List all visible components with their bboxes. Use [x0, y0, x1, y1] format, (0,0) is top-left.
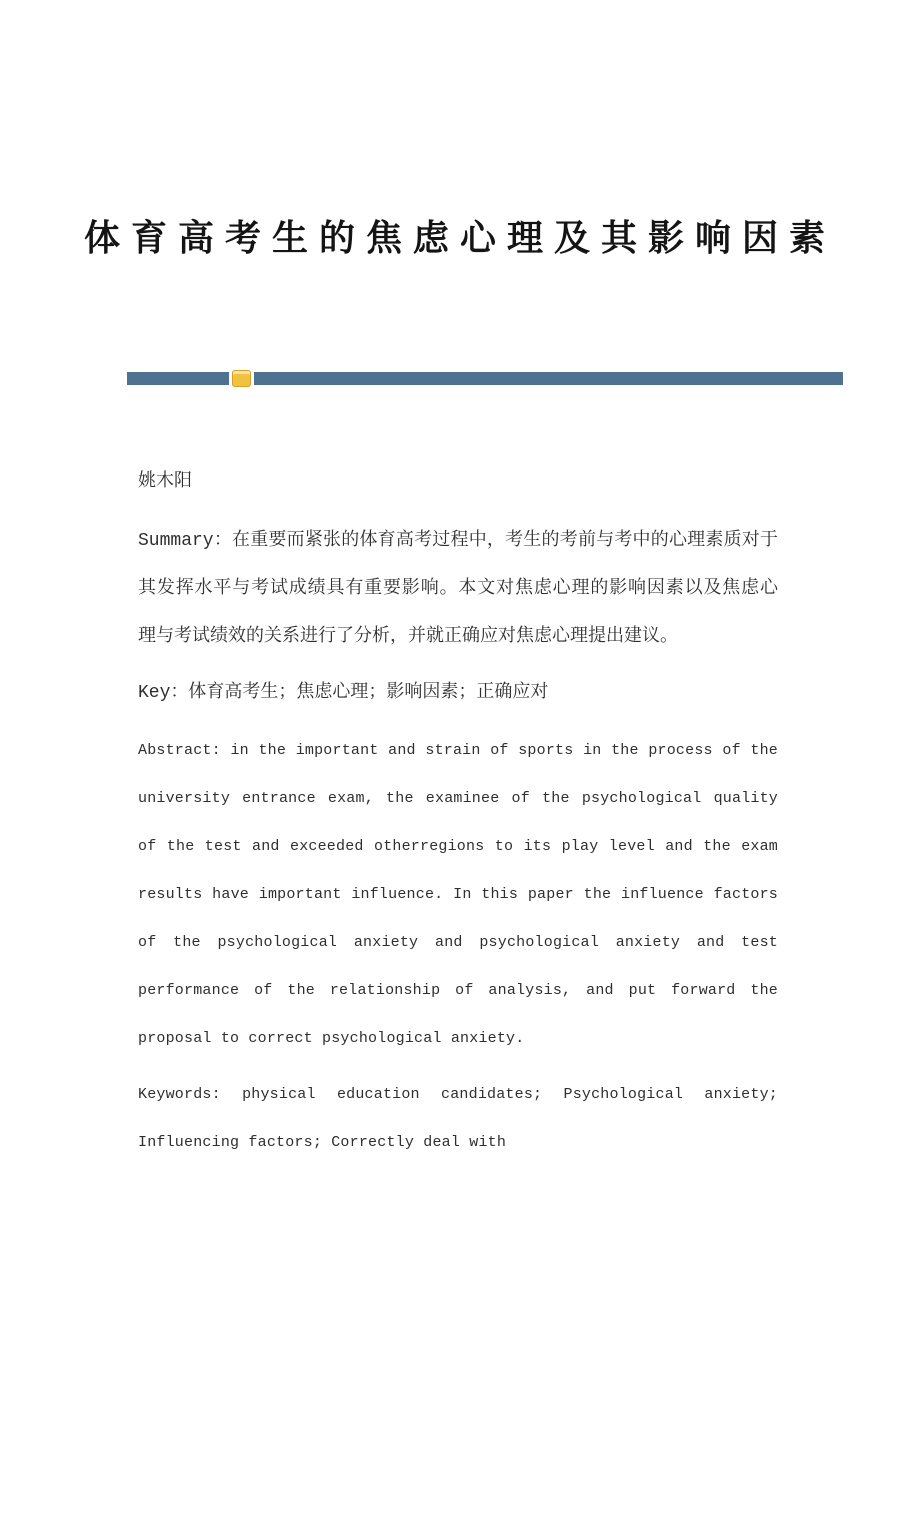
summary-line: 理与考试绩效的关系进行了分析，并就正确应对焦虑心理提出建议。 [138, 627, 678, 647]
divider-bar [127, 372, 843, 385]
summary-line: 其发挥水平与考试成绩具有重要影响。本文对焦虑心理的影响因素以及焦虑心 [138, 579, 778, 599]
abstract-line: Abstract: in the important and strain of sports in the process of the [138, 742, 778, 759]
keywords-paragraph [138, 1071, 778, 1167]
key-line: Key：体育高考生；焦虑心理；影响因素；正确应对 [138, 683, 549, 703]
keywords-line: Influencing factors; Correctly deal with [138, 1134, 507, 1151]
document-body [0, 458, 920, 1167]
document-page [0, 212, 920, 1514]
abstract-line: results have important influence. In this paper the influence factors [138, 886, 778, 903]
abstract-paragraph [138, 727, 778, 1063]
note-icon [232, 370, 251, 387]
abstract-line: performance of the relationship of analysis, and put forward the [138, 982, 778, 999]
summary-line: Summary：在重要而紧张的体育高考过程中，考生的考前与考中的心理素质对于 [138, 531, 778, 551]
abstract-line: of the test and exceeded otherregions to its play level and the exam [138, 838, 778, 855]
key-paragraph [138, 669, 778, 717]
page-title: 体育高考生的焦虑心理及其影响因素 [83, 218, 836, 258]
summary-paragraph [138, 517, 778, 661]
abstract-line: proposal to correct psychological anxiety. [138, 1030, 525, 1047]
abstract-line: of the psychological anxiety and psychological anxiety and test [138, 934, 778, 951]
author-name: 姚木阳 [138, 472, 192, 492]
keywords-line: Keywords: physical education candidates; Psychological anxiety; [138, 1086, 778, 1103]
abstract-line: university entrance exam, the examinee of the psychological quality [138, 790, 778, 807]
